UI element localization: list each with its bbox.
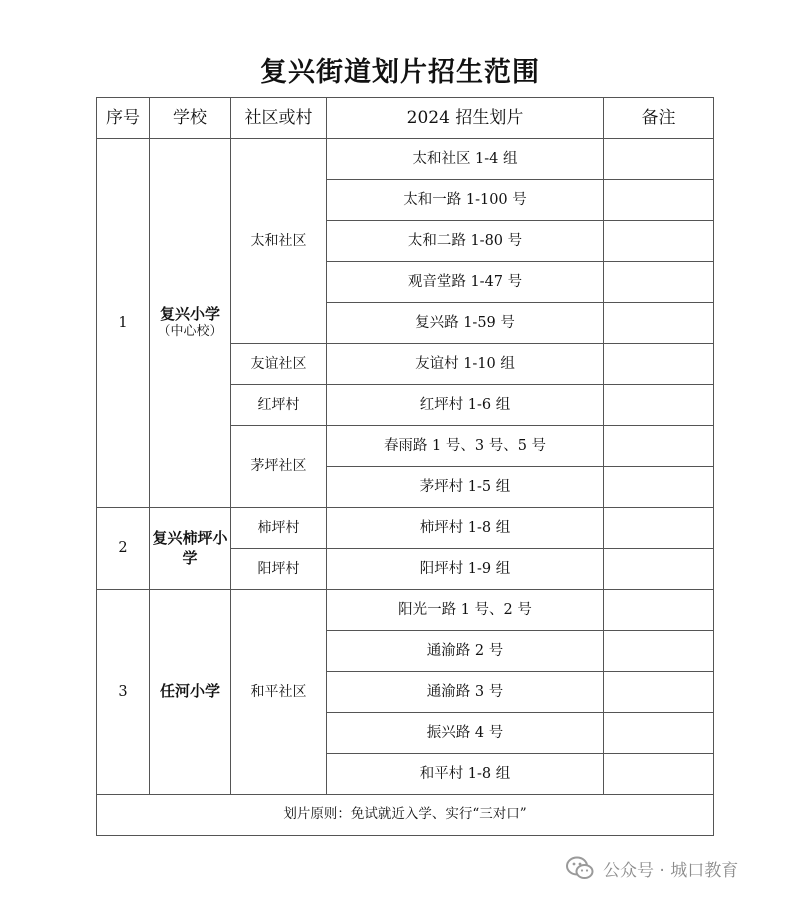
school-name: 任河小学 — [159, 682, 220, 701]
zone-cell: 通渝路 3 号 — [327, 672, 604, 713]
zone-cell: 阳光一路 1 号、2 号 — [327, 590, 604, 631]
zone-cell: 振兴路 4 号 — [327, 713, 604, 754]
remark-cell — [604, 344, 714, 385]
community-cell: 红坪村 — [231, 385, 327, 426]
table-row — [97, 139, 714, 180]
school-name: 复兴小学 — [159, 304, 220, 323]
zone-cell: 柿坪村 1-8 组 — [327, 508, 604, 549]
header-school: 学校 — [150, 98, 231, 139]
watermark — [565, 851, 738, 885]
watermark-text: 公众号 · 城口教育 — [603, 860, 739, 881]
remark-cell — [604, 508, 714, 549]
zone-cell: 太和一路 1-100 号 — [327, 180, 604, 221]
zone-cell: 春雨路 1 号、3 号、5 号 — [327, 426, 604, 467]
zone-cell: 阳坪村 1-9 组 — [327, 549, 604, 590]
header-community: 社区或村 — [231, 98, 327, 139]
remark-cell — [604, 549, 714, 590]
remark-cell — [604, 262, 714, 303]
community-cell: 太和社区 — [231, 139, 327, 344]
enrollment-principle: 划片原则：免试就近入学、实行“三对口” — [97, 795, 714, 836]
table-row — [97, 508, 714, 549]
remark-cell — [604, 713, 714, 754]
school-cell — [150, 508, 231, 590]
table-row — [97, 590, 714, 631]
remark-cell — [604, 385, 714, 426]
remark-cell — [604, 590, 714, 631]
school-subtitle: （中心校） — [157, 324, 223, 340]
header-zone: 2024 招生划片 — [327, 98, 604, 139]
zone-cell: 太和社区 1-4 组 — [327, 139, 604, 180]
zone-cell: 太和二路 1-80 号 — [327, 221, 604, 262]
zone-cell: 通渝路 2 号 — [327, 631, 604, 672]
remark-cell — [604, 426, 714, 467]
table-body — [97, 139, 714, 795]
header-no: 序号 — [97, 98, 150, 139]
school-cell — [150, 590, 231, 795]
row-number: 1 — [97, 139, 150, 508]
community-cell: 茅坪社区 — [231, 426, 327, 508]
remark-cell — [604, 221, 714, 262]
community-cell: 阳坪村 — [231, 549, 327, 590]
remark-cell — [604, 631, 714, 672]
community-cell: 友谊社区 — [231, 344, 327, 385]
page-title: 复兴街道划片招生范围 — [260, 57, 540, 88]
row-number: 3 — [97, 590, 150, 795]
remark-cell — [604, 303, 714, 344]
community-cell: 和平社区 — [231, 590, 327, 795]
row-number: 2 — [97, 508, 150, 590]
table-header-row — [97, 98, 714, 139]
remark-cell — [604, 180, 714, 221]
remark-cell — [604, 467, 714, 508]
wechat-icon — [565, 853, 595, 883]
zone-cell: 观音堂路 1-47 号 — [327, 262, 604, 303]
zone-cell: 和平村 1-8 组 — [327, 754, 604, 795]
zone-cell: 茅坪村 1-5 组 — [327, 467, 604, 508]
school-cell — [150, 139, 231, 508]
zone-cell: 友谊村 1-10 组 — [327, 344, 604, 385]
zone-cell: 复兴路 1-59 号 — [327, 303, 604, 344]
remark-cell — [604, 672, 714, 713]
zone-cell: 红坪村 1-6 组 — [327, 385, 604, 426]
table-footer-row — [97, 795, 714, 836]
header-remark: 备注 — [604, 98, 714, 139]
enrollment-table — [96, 97, 714, 836]
remark-cell — [604, 139, 714, 180]
remark-cell — [604, 754, 714, 795]
school-name: 复兴柿坪小学 — [152, 529, 228, 567]
community-cell: 柿坪村 — [231, 508, 327, 549]
